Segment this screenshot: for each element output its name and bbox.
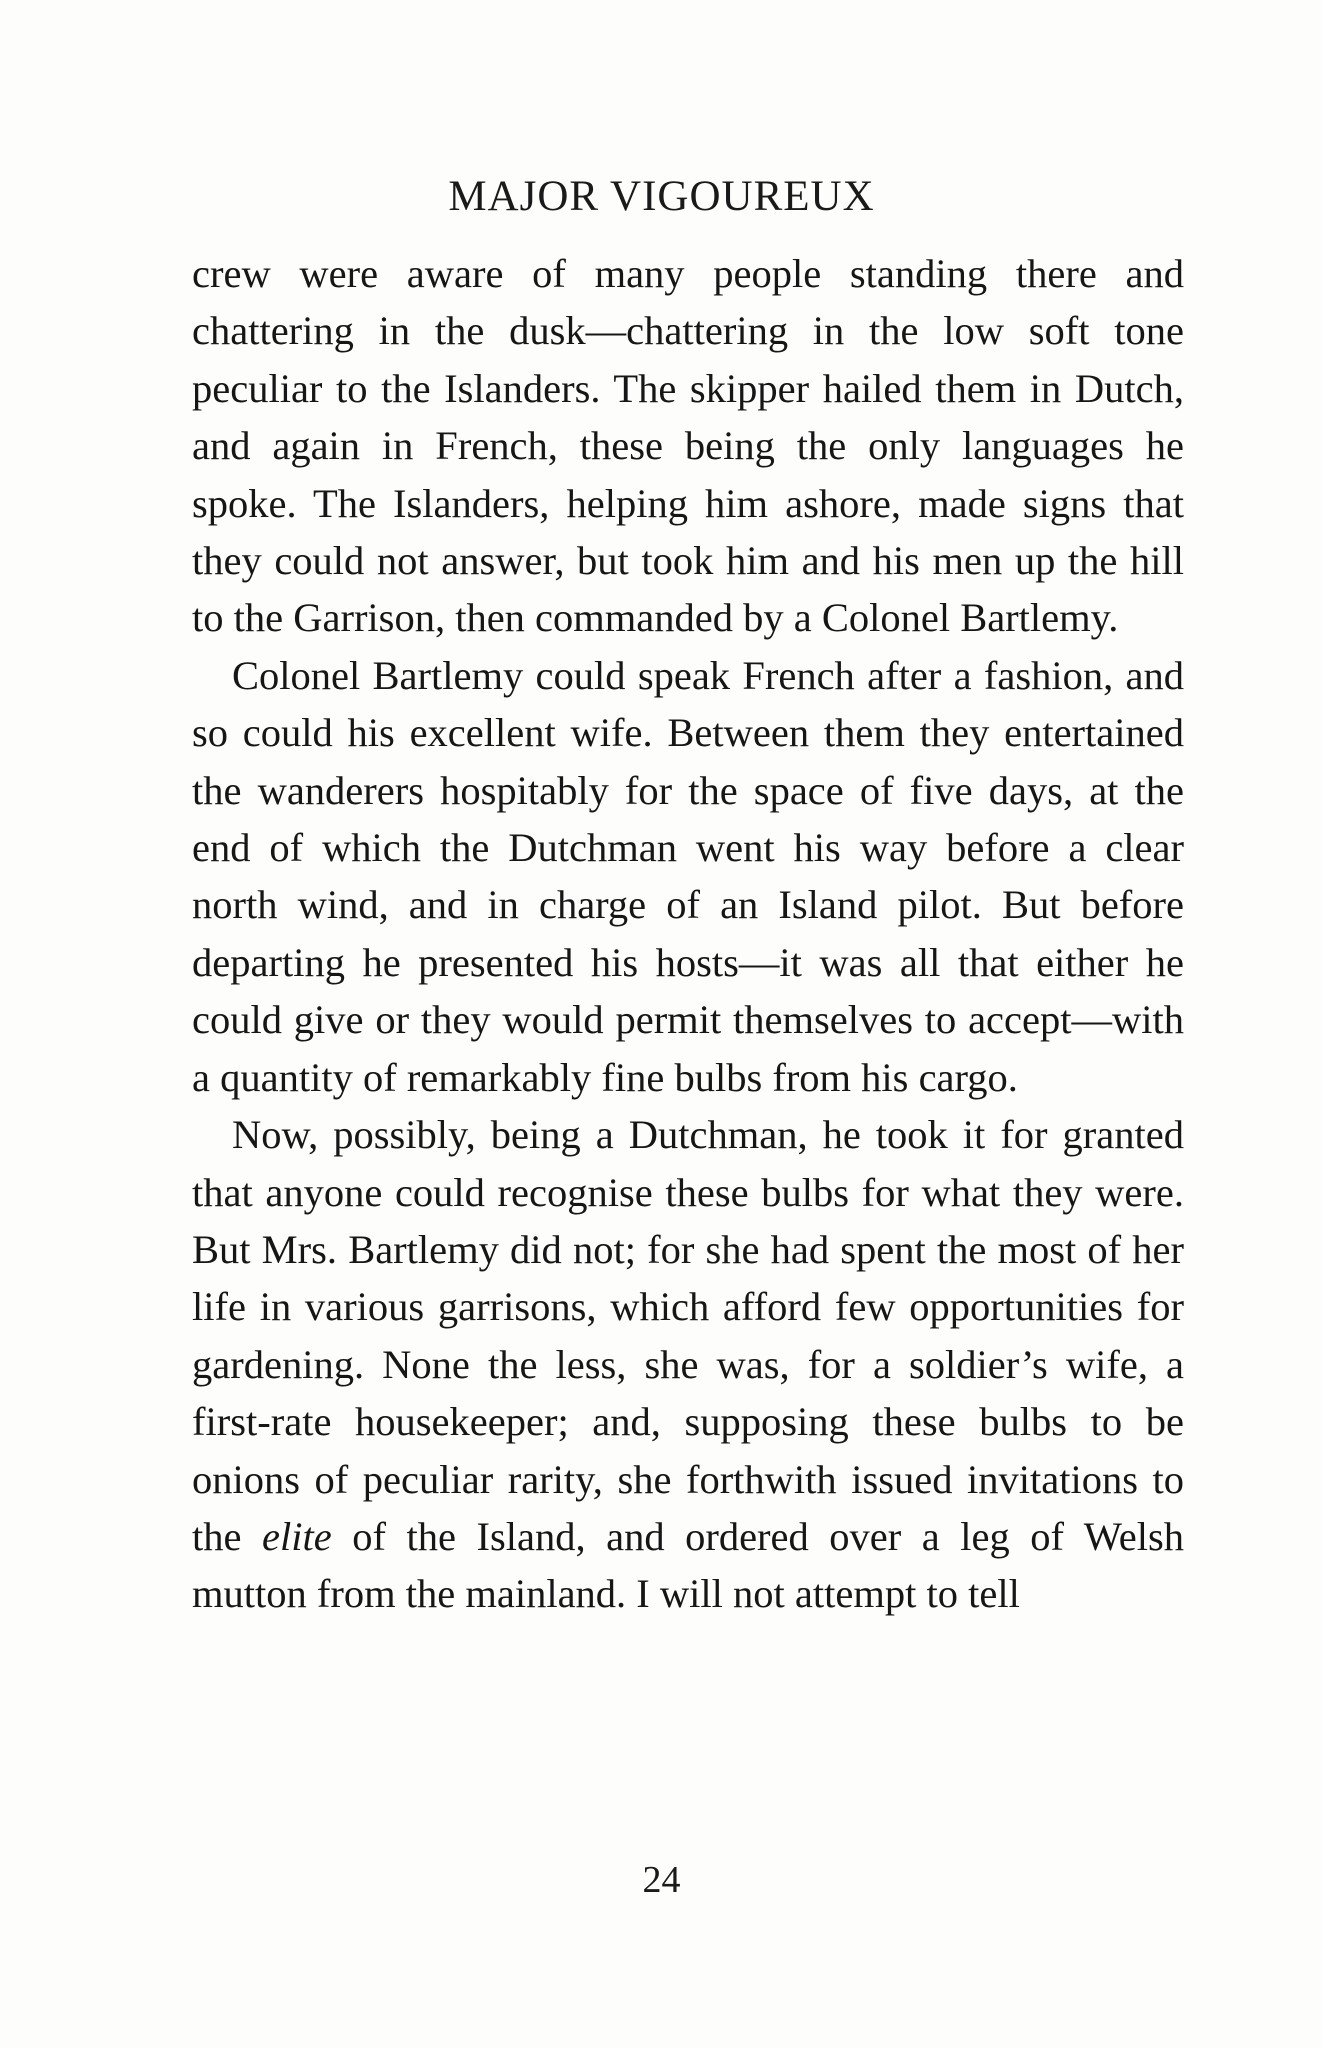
running-head: MAJOR VIGOUREUX [448, 173, 875, 220]
paragraph-1: crew were aware of many people standing there and chattering in the dusk—chattering in the low soft tone peculiar to the Islanders. The skipper hailed them in Dutch, and again in French, these being the only languages he spoke. The Islanders, helping him ashore, made signs that they could not answer, but took him and his men up the hill to the Garrison, then commanded by a Colonel Bartlemy. [192, 251, 1184, 641]
paragraph-3-part-a: Now, possibly, being a Dutchman, he took it for granted that anyone could recognise these bulbs for what they were. But Mrs. Bartlemy did not; for she had spent the most of her life in various garrisons, which afford few opportunities for gardening. None the less, she was, for a soldier’s wife, a first-rate housekeeper; and, supposing these bulbs to be onions of peculiar rarity, she forthwith issued invitations to the [192, 1112, 1184, 1559]
paragraph-3 [192, 1106, 1184, 1623]
paragraph-2: Colonel Bartlemy could speak French after a fashion, and so could his excellent wife. Between them they entertained the wanderers hospitably for the space of five days, at the end of which the Dutchman went his way before a clear north wind, and in charge of an Island pilot. But before departing he presented his hosts—it was all that either he could give or they would permit themselves to accept—with a quantity of remarkably fine bulbs from his cargo. [192, 652, 1184, 1100]
paragraph-3-part-b: of the Island, and ordered over a leg of Welsh mutton from the mainland. I will not attempt to tell [192, 1513, 1184, 1617]
body-text [192, 245, 1184, 1623]
page-number: 24 [642, 1859, 681, 1901]
italic-elite: elite [262, 1513, 332, 1559]
